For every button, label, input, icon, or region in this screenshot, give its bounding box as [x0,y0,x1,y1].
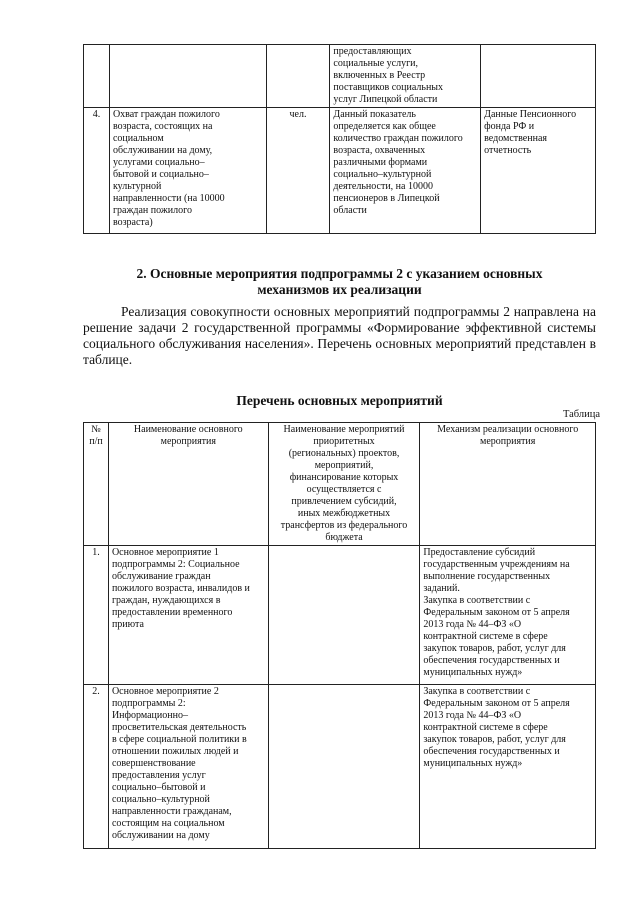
table-title: Перечень основных мероприятий [236,393,443,408]
indicators-table [83,44,596,234]
data-source [481,45,596,108]
indicator-name [109,45,266,108]
row-number: 2. [84,685,109,849]
data-source: Данные Пенсионного фонда РФ и ведомственная отчетность [481,108,596,234]
section-heading: 2. Основные мероприятия подпрограммы 2 с указанием основных механизмов их реализации [136,266,543,297]
intro-paragraph: Реализация совокупности основных мероприятий подпрограммы 2 направлена на решение задачи 2 государственной программы «Формирование эффективной системы социального обслуживания населения». Перечень основных мероприятий представлен в таблице. [83,304,596,367]
activity-name: Основное мероприятие 1 подпрограммы 2: Социальное обслуживание граждан пожилого возраста, инвалидов и граждан, нуждающихся в предоставлении временного приюта [108,546,268,685]
unit-cell [266,45,330,108]
col-header-mechanism: Механизм реализации основного мероприятия [420,423,596,546]
activity-name: Основное мероприятие 2 подпрограммы 2: Информационно– просветительская деятельность в сфере социальной политики в отношении пожилых людей и совершенствование предоставления услуг социально–бытовой и социально–культурной направленности гражданам, состоящим на социальном обслуживании на дому [108,685,268,849]
activities-table [83,422,596,849]
header-row [84,423,596,546]
implementation-mechanism: Предоставление субсидий государственным учреждениям на выполнение государственных заданий. Закупка в соответствии с Федеральным законом от 5 апреля 2013 года № 44–ФЗ «О контрактной системе в сфере закупок товаров, работ, услуг для обеспечения государственных и муниципальных нужд» [420,546,596,685]
col-header-name: Наименование основного мероприятия [108,423,268,546]
indicator-name: Охват граждан пожилого возраста, состоящих на социальном обслуживании на дому, услугами социально– бытовой и социально– культурной направленности (на 10000 граждан пожилого возраста) [109,108,266,234]
table-label: Таблица [562,409,600,420]
table-row [84,685,596,849]
row-number: 4. [84,108,110,234]
row-number: 1. [84,546,109,685]
unit-cell: чел. [266,108,330,234]
priority-projects [268,685,420,849]
table-row [84,45,596,108]
priority-projects [268,546,420,685]
implementation-mechanism: Закупка в соответствии с Федеральным законом от 5 апреля 2013 года № 44–ФЗ «О контрактной системе в сфере закупок товаров, работ, услуг для обеспечения государственных и муниципальных нужд» [420,685,596,849]
col-header-number: № п/п [84,423,109,546]
table-row [84,108,596,234]
col-header-priority: Наименование мероприятий приоритетных (региональных) проектов, мероприятий, финансирование которых осуществляется с привлечением субсидий, иных межбюджетных трансфертов из федерального бюджета [268,423,420,546]
calculation-method: Данный показатель определяется как общее количество граждан пожилого возраста, охваченных различными формами социально–культурной деятельности, на 10000 пенсионеров в Липецкой области [330,108,481,234]
calculation-method: предоставляющих социальные услуги, включенных в Реестр поставщиков социальных услуг Липецкой области [330,45,481,108]
table-row [84,546,596,685]
row-number [84,45,110,108]
